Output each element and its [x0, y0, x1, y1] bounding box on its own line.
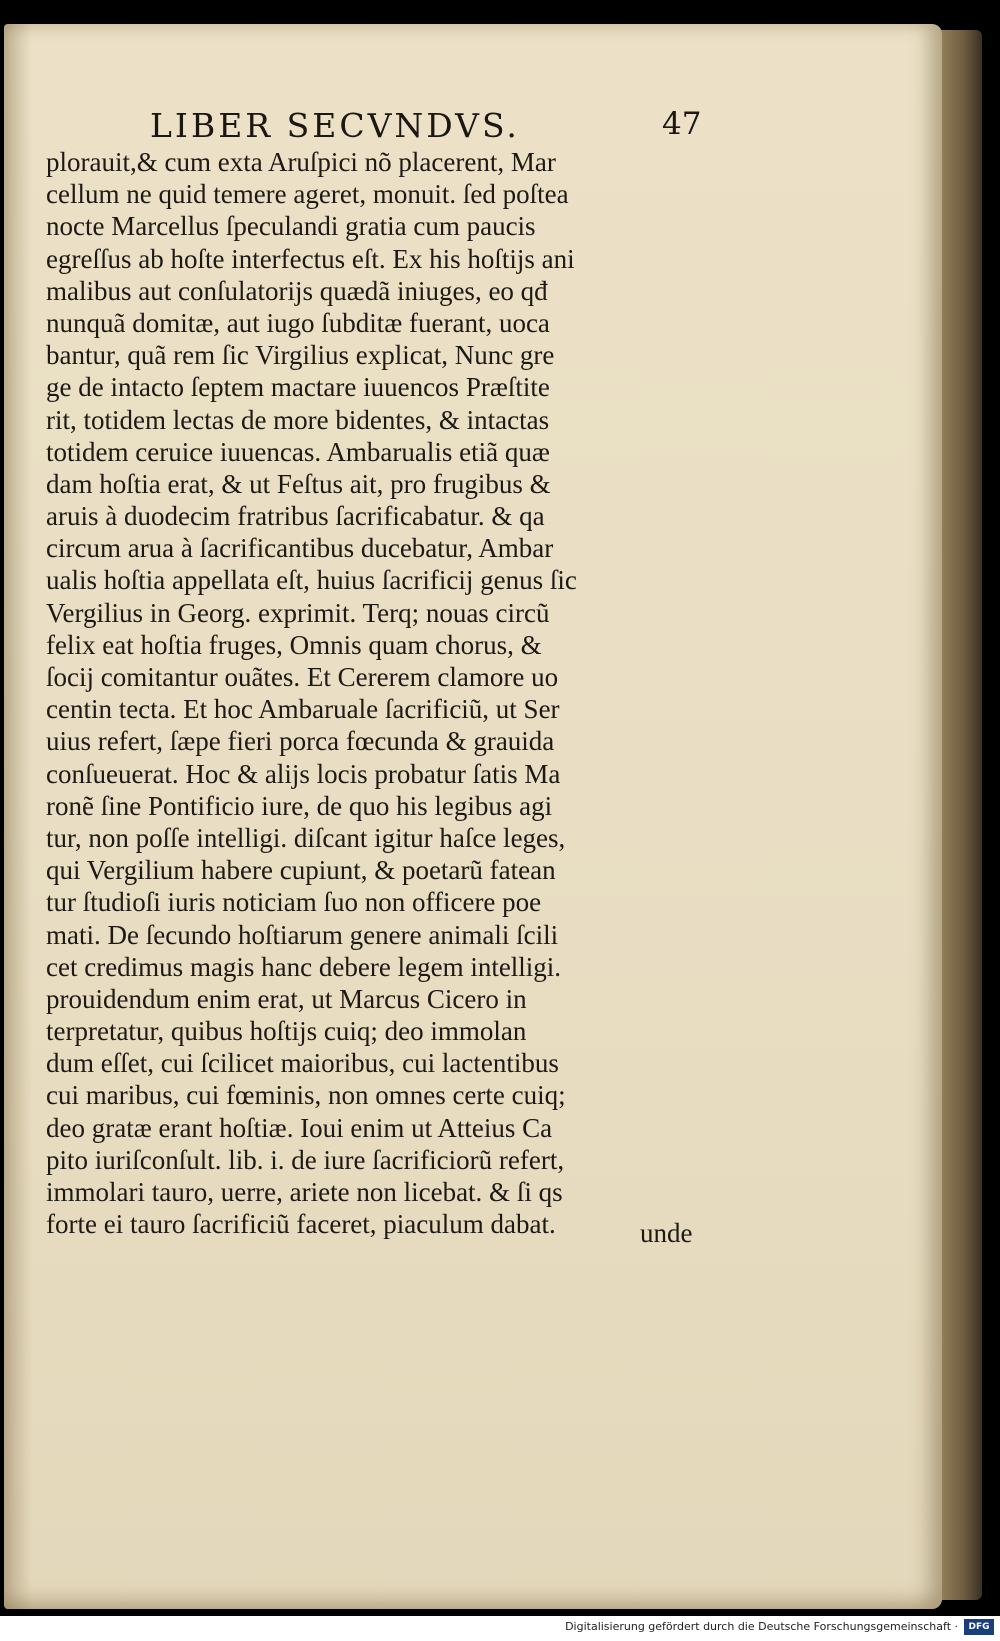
- running-head: [150, 106, 710, 146]
- funding-credit: Digitalisierung gefördert durch die Deutsche Forschungsgemeinschaft ·: [565, 1620, 958, 1633]
- text-line: aruis à duodecim fratribus ſacrificabatur. & qa: [46, 501, 545, 532]
- text-line: dam hoſtia erat, & ut Feſtus ait, pro frugibus &: [46, 468, 551, 499]
- text-line: cet credimus magis hanc debere legem intelligi.: [46, 951, 562, 982]
- text-line: ualis hoſtia appellata eſt, huius ſacrificij genus ſic: [46, 565, 577, 596]
- text-line: plorauit,& cum exta Aruſpici nõ placerent, Mar: [46, 147, 556, 177]
- text-line: cui maribus, cui fœminis, non omnes certe cuiq;: [46, 1080, 566, 1111]
- text-line: ge de intacto ſeptem mactare iuuencos Præſtite: [46, 372, 550, 403]
- text-line: tur, non poſſe intelligi. diſcant igitur haſce leges,: [46, 822, 566, 853]
- text-line: Vergilius in Georg. exprimit. Terq; nouas circũ: [46, 597, 550, 628]
- text-line: malibus aut conſulatorijs quædã iniuges, eo qđ: [46, 275, 548, 306]
- text-line: felix eat hoſtia fruges, Omnis quam chorus, &: [46, 629, 542, 660]
- text-line: cellum ne quid temere ageret, monuit. ſed poſtea: [46, 179, 569, 210]
- text-line: circum arua à ſacrificantibus ducebatur, Ambar: [46, 533, 554, 564]
- dfg-logo: DFG: [964, 1619, 994, 1635]
- gutter-shadow: [4, 24, 32, 1609]
- text-line: prouidendum enim erat, ut Marcus Cicero in: [46, 983, 527, 1014]
- running-title: LIBER SECVNDVS.: [150, 106, 520, 145]
- digitization-footer: [0, 1616, 1000, 1641]
- text-line: nocte Marcellus ſpeculandi gratia cum paucis: [46, 211, 536, 242]
- text-line: deo gratæ erant hoſtiæ. Ioui enim ut Atteius Ca: [46, 1112, 553, 1143]
- text-line: centin tecta. Et hoc Ambaruale ſacrificiũ, ut Ser: [46, 694, 560, 725]
- text-line: uius refert, ſæpe fieri porca fœcunda & grauida: [46, 726, 555, 757]
- text-line: forte ei tauro ſacrificiũ faceret, piaculum dabat.: [46, 1209, 556, 1240]
- catchword: unde: [640, 1218, 693, 1248]
- text-line: pito iuriſconſult. lib. i. de iure ſacrificiorũ refert,: [46, 1144, 565, 1175]
- text-line: mati. De ſecundo hoſtiarum genere animali ſcili: [46, 919, 559, 950]
- text-line: egreſſus ab hoſte interfectus eſt. Ex his hoſtijs ani: [46, 243, 575, 274]
- body-text: [46, 146, 706, 1240]
- text-line: nunquã domitæ, aut iugo ſubditæ fuerant, uoca: [46, 307, 550, 338]
- text-line: ſocij comitantur ouãtes. Et Cererem clamore uo: [46, 662, 559, 692]
- text-line: totidem ceruice iuuencas. Ambarualis etiã quæ: [46, 436, 550, 467]
- text-line: bantur, quã rem ſic Virgilius explicat, Nunc gre: [46, 340, 555, 371]
- text-line: qui Vergilium habere cupiunt, & poetarũ fatean: [46, 855, 556, 886]
- text-line: dum eſſet, cui ſcilicet maioribus, cui lactentibus: [46, 1048, 559, 1079]
- page-number: 47: [662, 106, 702, 142]
- text-line: immolari tauro, uerre, ariete non licebat. & ſi qs: [46, 1177, 563, 1207]
- text-line: conſueuerat. Hoc & alijs locis probatur ſatis Ma: [46, 758, 561, 789]
- text-line: rit, totidem lectas de more bidentes, & intactas: [46, 404, 550, 435]
- text-line: terpretatur, quibus hoſtijs cuiq; deo immolan: [46, 1016, 527, 1047]
- text-line: tur ſtudioſi iuris noticiam ſuo non officere poe: [46, 887, 542, 918]
- text-line: ronẽ ſine Pontificio iure, de quo his legibus agi: [46, 790, 553, 821]
